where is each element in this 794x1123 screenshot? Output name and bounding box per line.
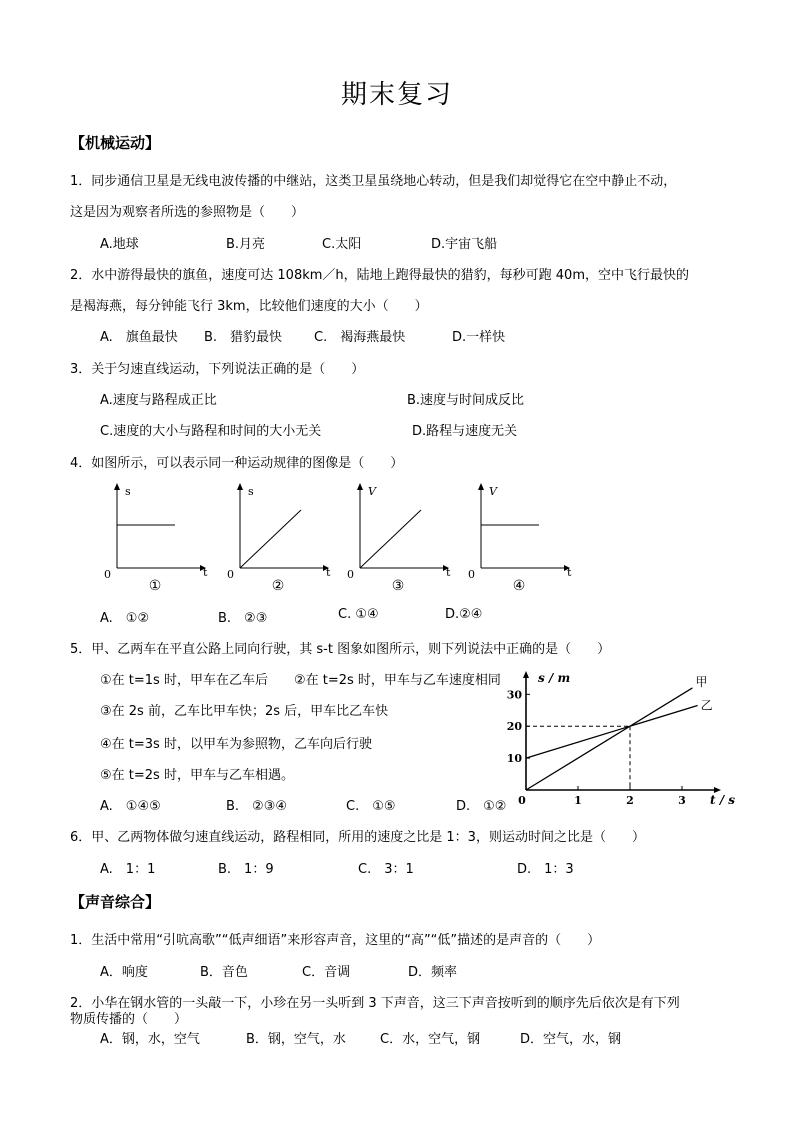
q6-option-a[interactable]: A. 1：1 [100,862,156,877]
q5-statement-3: ③在 2s 前，乙车比甲车快；2s 后，甲车比乙车快 [100,704,389,719]
section-heading-sound: 【声音综合】 [70,893,161,911]
sq2-option-a[interactable]: A．钢，水，空气 [100,1032,200,1047]
q5-statement-5: ⑤在 t=2s 时，甲车与乙车相遇。 [100,768,294,783]
y-axis-arrow [237,483,243,490]
q6-option-d[interactable]: D. 1：3 [517,862,574,877]
graph-number: ① [148,578,162,594]
q3-option-c[interactable]: C.速度的大小与路程和时间的大小无关 [100,424,322,439]
q5-statement-1-2: ①在 t=1s 时，甲车在乙车后 ②在 t=2s 时，甲车与乙车速度相同 [100,673,501,688]
q6-option-b[interactable]: B. 1：9 [218,862,274,877]
origin-label: 0 [104,568,111,581]
x-tick-label: 3 [678,794,686,807]
graph-number: ③ [391,578,405,594]
y-axis-label: s [248,485,254,498]
series-label-1: 甲 [695,674,708,689]
sq2-option-c[interactable]: C．水，空气，钢 [380,1032,481,1047]
series-line-1 [526,688,692,790]
q2-option-b[interactable]: B. 猎豹最快 [204,330,283,345]
y-tick-label: 30 [506,688,522,702]
q1-option-c[interactable]: C.太阳 [322,237,362,252]
y-tick-label: 20 [506,720,522,734]
sq1-option-c[interactable]: C．音调 [302,965,351,980]
sq2-option-d[interactable]: D．空气，水，钢 [520,1032,622,1047]
q2-option-a[interactable]: A. 旗鱼最快 [100,330,178,345]
y-axis-label: s [125,485,131,498]
q3-option-a[interactable]: A.速度与路程成正比 [100,393,217,408]
question-1-text-cont: 这是因为观察者所选的参照物是（ ） [70,205,305,220]
y-axis-arrow [478,483,484,490]
question-5-text: 5．甲、乙两车在平直公路上同向行驶，其 s-t 图象如图所示，则下列说法中正确的是（ ） [70,642,611,657]
q4-graph-4 [464,480,576,598]
q2-option-c[interactable]: C. 褐海燕最快 [314,330,406,345]
x-axis-label: t [446,566,451,579]
q5-statement-4: ④在 t=3s 时，以甲车为参照物，乙车向后行驶 [100,737,372,752]
graph-number: ② [271,578,285,594]
graph-number: ④ [512,578,526,594]
sq1-option-b[interactable]: B．音色 [200,965,248,980]
x-tick-label: 2 [626,794,634,807]
q5-option-d[interactable]: D. ①② [456,799,507,814]
sq1-option-a[interactable]: A．响度 [100,965,148,980]
y-tick-label: 10 [506,752,522,766]
sq2-option-b[interactable]: B．钢，空气，水 [246,1032,346,1047]
q1-option-a[interactable]: A.地球 [100,237,139,252]
x-axis-label: t [567,566,572,579]
q3-option-b[interactable]: B.速度与时间成反比 [407,393,525,408]
sound-question-2-text: 2．小华在钢水管的一头敲一下，小珍在另一头听到 3 下声音，这三下声音按听到的顺序先后依次是有下列 [70,996,680,1011]
q1-option-b[interactable]: B.月亮 [226,237,266,252]
st-graph [500,668,740,810]
q4-option-a[interactable]: A. ①② [100,611,150,626]
series-label-2: 乙 [700,698,713,713]
sound-question-1-text: 1．生活中常用“引吭高歌”“低声细语”来形容声音，这里的“高”“低”描述的是声音的（ ） [70,933,601,948]
y-axis-arrow [114,483,120,490]
question-1-text: 1．同步通信卫星是无线电波传播的中继站，这类卫星虽绕地心转动，但是我们却觉得它在空中静止不动， [70,174,677,189]
x-tick-label: 1 [574,794,582,807]
q5-option-b[interactable]: B. ②③④ [226,799,288,814]
origin-label: 0 [227,568,234,581]
question-3-text: 3．关于匀速直线运动，下列说法正确的是（ ） [70,362,365,377]
q5-option-c[interactable]: C. ①⑤ [346,799,396,814]
q4-option-c[interactable]: C. ①④ [338,607,379,622]
q4-graph-2 [223,480,335,598]
page-title: 期末复习 [340,80,453,110]
question-2-text-cont: 是褐海燕，每分钟能飞行 3km，比较他们速度的大小（ ） [70,299,428,314]
x-axis-label: t / s [710,793,736,807]
q3-option-d[interactable]: D.路程与速度无关 [412,424,518,439]
question-2-text: 2．水中游得最快的旗鱼，速度可达 108km／h，陆地上跑得最快的猎豹，每秒可跑 40m，空中飞行最快的 [70,268,689,283]
origin-label: 0 [347,568,354,581]
x-axis-label: t [203,566,208,579]
q4-option-b[interactable]: B. ②③ [218,611,268,626]
y-axis-label: s / m [538,671,571,685]
q6-option-c[interactable]: C. 3：1 [358,862,414,877]
q4-graph-1 [100,480,212,598]
origin-label: 0 [468,568,475,581]
graph-line-rising [240,510,301,568]
x-axis-label: t [326,566,331,579]
y-axis-label: V [489,485,497,498]
series-line-2 [526,705,698,758]
x-tick-label: 0 [518,794,526,807]
graph-line-rising [360,510,421,568]
question-6-text: 6．甲、乙两物体做匀速直线运动，路程相同，所用的速度之比是 1：3，则运动时间之比是（ ） [70,830,645,845]
y-axis-arrow [357,483,363,490]
sq1-option-d[interactable]: D．频率 [408,965,458,980]
q5-option-a[interactable]: A. ①④⑤ [100,799,161,814]
y-axis-label: V [368,485,376,498]
q2-option-d[interactable]: D.一样快 [452,330,506,345]
y-axis-arrow [523,671,529,678]
q4-graph-3 [343,480,455,598]
question-4-text: 4．如图所示，可以表示同一种运动规律的图像是（ ） [70,456,404,471]
section-heading-mechanics: 【机械运动】 [70,134,161,152]
q4-option-d[interactable]: D.②④ [445,607,483,622]
sound-question-2-text-cont: 物质传播的（ ） [70,1012,188,1027]
q1-option-d[interactable]: D.宇宙飞船 [431,237,498,252]
